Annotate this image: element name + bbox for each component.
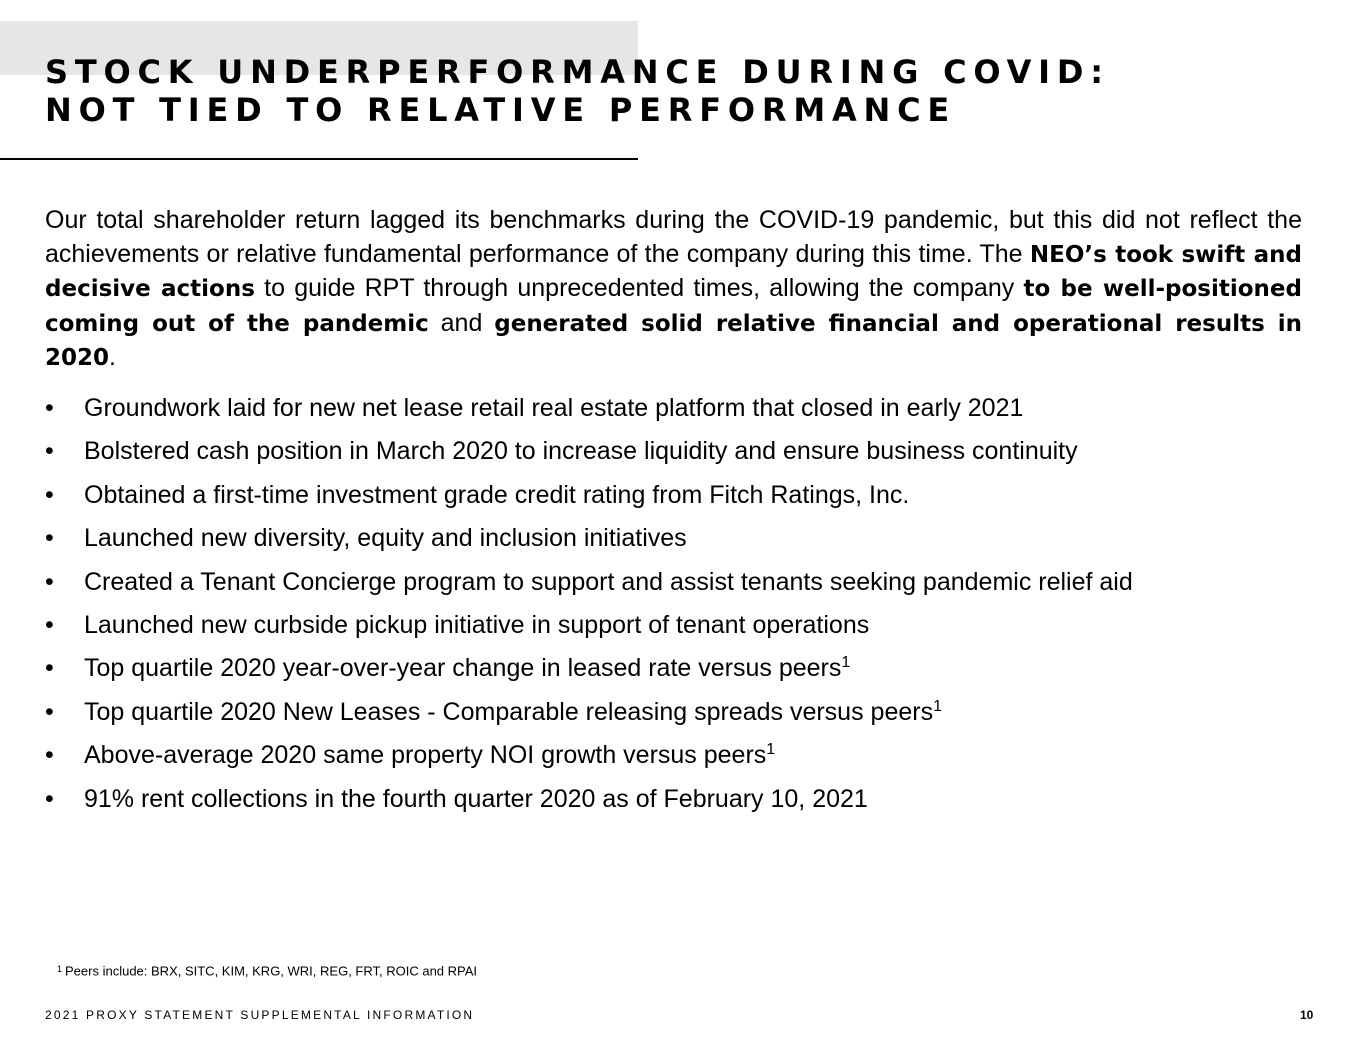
bullet-icon: • bbox=[45, 784, 54, 813]
list-item-text: Launched new diversity, equity and inclusion initiatives bbox=[84, 524, 687, 553]
footnote-reference: 1 bbox=[766, 741, 776, 759]
intro-text-4: . bbox=[109, 343, 116, 371]
list-item-text: Bolstered cash position in March 2020 to increase liquidity and ensure business continuity bbox=[84, 437, 1078, 466]
bullet-icon: • bbox=[45, 697, 54, 726]
page-title-line-2: NOT TIED TO RELATIVE PERFORMANCE bbox=[45, 91, 957, 129]
footnote-reference: 1 bbox=[933, 697, 942, 715]
bullet-icon: • bbox=[45, 524, 54, 553]
intro-paragraph bbox=[45, 204, 1302, 376]
footer-label: 2021 PROXY STATEMENT SUPPLEMENTAL INFORMATION bbox=[45, 1008, 475, 1022]
bullet-icon: • bbox=[45, 741, 54, 770]
list-item-text: Launched new curbside pickup initiative in support of tenant operations bbox=[84, 610, 870, 639]
intro-bold-1: NEO’s took swift and decisive actions bbox=[45, 241, 1302, 302]
bullet-icon: • bbox=[45, 480, 54, 509]
intro-bold-2: to be well-positioned coming out of the pandemic bbox=[45, 276, 1302, 337]
page-number: 10 bbox=[1300, 1008, 1314, 1022]
intro-text-2: to guide RPT through unprecedented times, allowing the company bbox=[254, 274, 1024, 302]
bullet-icon: • bbox=[45, 437, 54, 466]
footnote-reference: 1 bbox=[841, 654, 851, 672]
list-item bbox=[45, 433, 1305, 476]
bullet-icon: • bbox=[45, 394, 54, 422]
list-item bbox=[45, 520, 1305, 563]
intro-text-3: and bbox=[428, 308, 495, 337]
list-item-text: Groundwork laid for new net lease retail real estate platform that closed in early 2021 bbox=[84, 394, 1024, 422]
list-item-text: Top quartile 2020 New Leases - Comparable releasing spreads versus peers bbox=[84, 697, 934, 726]
list-item bbox=[45, 737, 1305, 780]
page-title-line-1: STOCK UNDERPERFORMANCE DURING COVID: bbox=[45, 53, 1110, 91]
list-item bbox=[45, 390, 1305, 433]
title-divider bbox=[0, 158, 638, 160]
list-item bbox=[45, 694, 1305, 737]
page-title bbox=[45, 53, 1110, 129]
list-item-text: Above-average 2020 same property NOI growth versus peers bbox=[84, 741, 767, 770]
list-item-text: Created a Tenant Concierge program to support and assist tenants seeking pandemic relief aid bbox=[84, 567, 1133, 596]
list-item bbox=[45, 564, 1305, 607]
footnote-marker: 1 bbox=[57, 964, 63, 974]
list-item bbox=[45, 650, 1305, 693]
list-item-text: Obtained a first-time investment grade credit rating from Fitch Ratings, Inc. bbox=[84, 480, 910, 509]
footnote-text: Peers include: BRX, SITC, KIM, KRG, WRI, REG, FRT, ROIC and RPAI bbox=[65, 963, 478, 979]
footnote bbox=[57, 961, 477, 980]
list-item-text: 91% rent collections in the fourth quarter 2020 as of February 10, 2021 bbox=[84, 784, 868, 813]
bullet-icon: • bbox=[45, 654, 54, 683]
intro-text-1: Our total shareholder return lagged its benchmarks during the COVID-19 pandemic, but this did not reflect the achievements or relative fundamental performance of the company during this time. The bbox=[45, 206, 1302, 268]
intro-bold-3: generated solid relative financial and operational results in 2020 bbox=[45, 310, 1302, 371]
list-item bbox=[45, 477, 1305, 520]
list-item bbox=[45, 781, 1305, 824]
bullet-icon: • bbox=[45, 567, 54, 596]
bullet-icon: • bbox=[45, 610, 54, 639]
list-item bbox=[45, 607, 1305, 650]
achievements-list bbox=[45, 390, 1305, 824]
list-item-text: Top quartile 2020 year-over-year change in leased rate versus peers bbox=[84, 654, 842, 683]
